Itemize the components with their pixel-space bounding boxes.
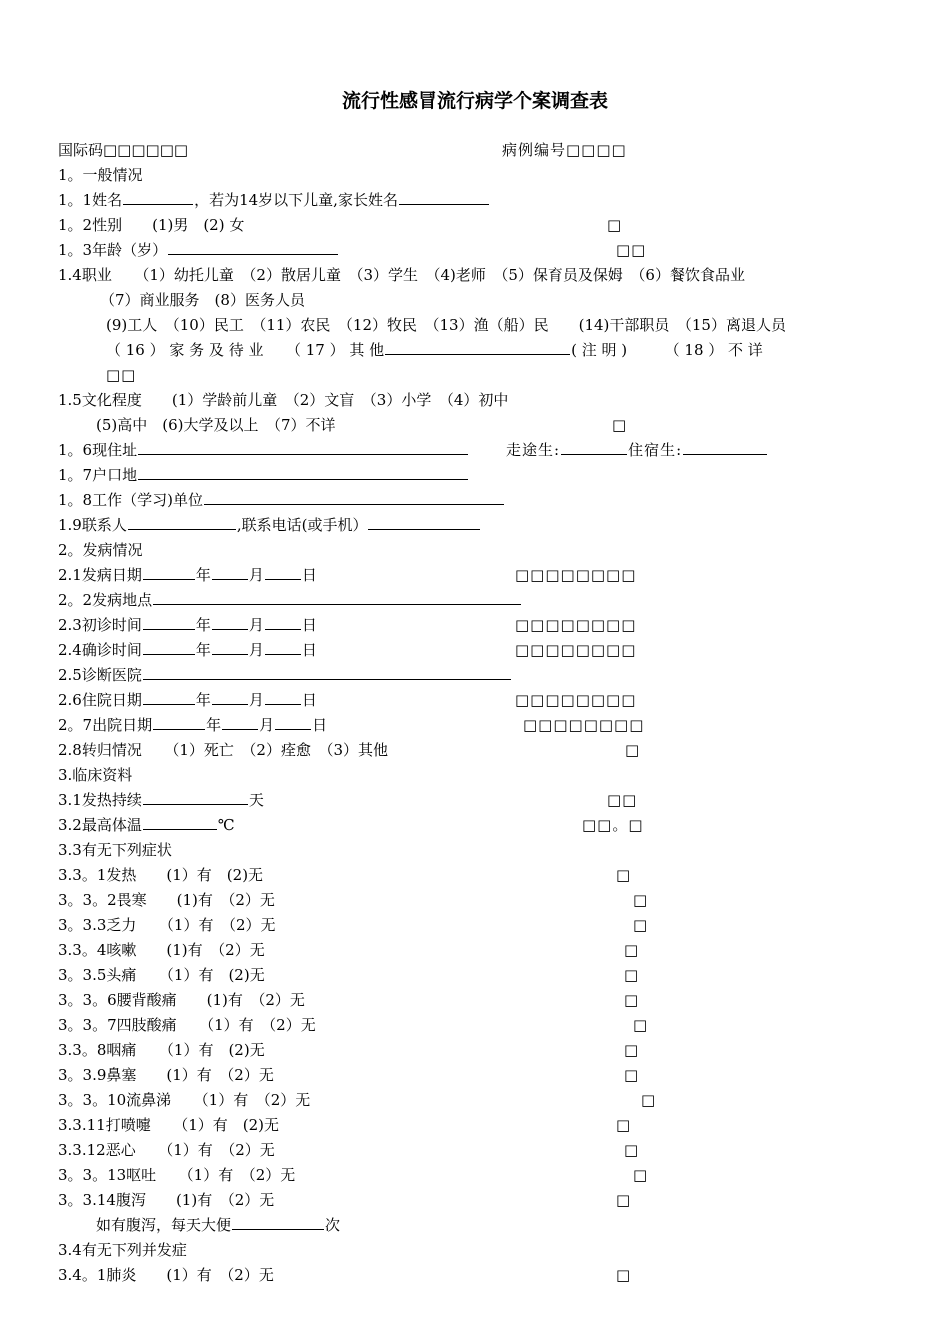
confirm-date-boxes[interactable]: □□□□□□□□	[515, 641, 637, 659]
symptom-sore-throat-checkbox[interactable]: □	[624, 1041, 640, 1059]
discharge-day-field[interactable]	[275, 715, 311, 730]
discharge-month-field[interactable]	[222, 715, 258, 730]
complications-heading: 3.4有无下列并发症	[58, 1241, 187, 1259]
symptoms-heading: 3.3有无下列症状	[58, 841, 172, 859]
hukou-row: 1。7户口地	[58, 465, 469, 485]
outcome-row: 2.8转归情况 （1）死亡 （2）痊愈 （3）其他	[58, 741, 388, 759]
hospital-field[interactable]	[143, 665, 511, 680]
symptom-vomiting-checkbox[interactable]: □	[633, 1166, 649, 1184]
intl-code: 国际码□□□□□□	[58, 141, 189, 159]
occupation-checkbox[interactable]: □□	[106, 366, 137, 384]
first-visit-row: 2.3初诊时间 年 月 日	[58, 616, 317, 634]
discharge-date-row: 2。7出院日期 年 月 日	[58, 716, 328, 734]
section-2-heading: 2。发病情况	[58, 541, 143, 559]
symptom-diarrhea-checkbox[interactable]: □	[616, 1191, 632, 1209]
education-row-2: (5)高中 (6)大学及以上 （7）不详	[96, 416, 336, 434]
occupation-row-4: （ 16 ） 家 务 及 待 业 （ 17 ） 其 他 ( 注 明 ) （ 18 ） 不 详	[106, 341, 763, 359]
symptom-fever-checkbox[interactable]: □	[616, 866, 632, 884]
symptom-nausea-checkbox[interactable]: □	[624, 1141, 640, 1159]
complication-pneumonia: 3.4。1肺炎 (1）有 （2）无	[58, 1266, 274, 1284]
first-visit-day-field[interactable]	[265, 615, 301, 630]
confirm-date-row: 2.4确诊时间 年 月 日	[58, 641, 317, 659]
symptom-runny-nose: 3。3。10流鼻涕 （1）有 （2）无	[58, 1091, 311, 1109]
education-row-1: 1.5文化程度 (1）学龄前儿童 （2）文盲 （3）小学 （4）初中	[58, 391, 509, 409]
admit-year-field[interactable]	[143, 690, 195, 705]
occupation-row-2: （7）商业服务 (8）医务人员	[100, 291, 305, 309]
symptom-limb-pain-checkbox[interactable]: □	[633, 1016, 649, 1034]
workplace-row: 1。8工作（学习)单位	[58, 490, 505, 510]
discharge-date-boxes[interactable]: □□□□□□□□	[523, 716, 645, 734]
onset-place-field[interactable]	[153, 590, 521, 605]
commuter-field[interactable]	[561, 440, 627, 455]
form-title: 流行性感冒流行病学个案调查表	[341, 90, 608, 112]
onset-place-row: 2。2发病地点	[58, 590, 522, 610]
boarder-field[interactable]	[683, 440, 767, 455]
first-visit-month-field[interactable]	[212, 615, 248, 630]
parent-name-field[interactable]	[399, 190, 489, 205]
symptom-cough-checkbox[interactable]: □	[624, 941, 640, 959]
symptom-vomiting: 3。3。13呕吐 （1）有 （2）无	[58, 1166, 296, 1184]
onset-month-field[interactable]	[212, 565, 248, 580]
age-row: 1。3年龄（岁）	[58, 240, 339, 260]
onset-day-field[interactable]	[265, 565, 301, 580]
symptom-fatigue: 3。3.3乏力 （1）有 （2）无	[58, 916, 276, 934]
admit-month-field[interactable]	[212, 690, 248, 705]
contact-name-field[interactable]	[128, 515, 236, 530]
outcome-checkbox[interactable]: □	[625, 741, 641, 759]
commuter-row: 走途生: 住宿生:	[506, 440, 768, 460]
symptom-chills: 3。3。2畏寒 (1)有 （2）无	[58, 891, 275, 909]
case-number: 病例编号□□□□	[502, 141, 627, 159]
confirm-year-field[interactable]	[143, 640, 195, 655]
hospital-row: 2.5诊断医院	[58, 665, 512, 685]
admit-date-boxes[interactable]: □□□□□□□□	[515, 691, 637, 709]
onset-date-row: 2.1发病日期 年 月 日	[58, 566, 317, 584]
occupation-row-1: 1.4职业 （1）幼托儿童 （2）散居儿童 （3）学生 （4)老师 （5）保育员及保姆 （6）餐饮食品业	[58, 266, 745, 284]
first-visit-boxes[interactable]: □□□□□□□□	[515, 616, 637, 634]
section-3-heading: 3.临床资料	[58, 766, 133, 784]
confirm-day-field[interactable]	[265, 640, 301, 655]
age-checkbox[interactable]: □□	[616, 241, 647, 259]
symptom-headache: 3。3.5头痛 （1）有 (2)无	[58, 966, 265, 984]
complication-pneumonia-checkbox[interactable]: □	[616, 1266, 632, 1284]
onset-date-boxes[interactable]: □□□□□□□□	[515, 566, 637, 584]
symptom-sneezing: 3.3.11打喷嚏 （1）有 (2)无	[58, 1116, 280, 1134]
symptom-fever: 3.3。1发热 (1）有 (2)无	[58, 866, 264, 884]
max-temp-field[interactable]	[143, 815, 217, 830]
contact-phone-field[interactable]	[368, 515, 480, 530]
symptom-back-pain: 3。3。6腰背酸痛 (1)有 （2）无	[58, 991, 305, 1009]
occupation-row-3: (9)工人 （10）民工 （11）农民 （12）牧民 （13）渔（船）民 (14)干部职员 （15）离退人员	[106, 316, 786, 334]
name-row: 1。1姓名 ，若为14岁以下儿童,家长姓名	[58, 190, 490, 210]
admit-day-field[interactable]	[265, 690, 301, 705]
sex-checkbox[interactable]: □	[607, 216, 623, 234]
symptom-fatigue-checkbox[interactable]: □	[633, 916, 649, 934]
symptom-chills-checkbox[interactable]: □	[633, 891, 649, 909]
admit-date-row: 2.6住院日期 年 月 日	[58, 691, 317, 709]
symptom-nasal-congestion-checkbox[interactable]: □	[624, 1066, 640, 1084]
fever-duration-boxes[interactable]: □□	[607, 791, 638, 809]
symptom-nasal-congestion: 3。3.9鼻塞 (1）有 （2）无	[58, 1066, 274, 1084]
max-temp-boxes[interactable]: □□。□	[582, 816, 644, 834]
address-row: 1。6现住址	[58, 440, 469, 460]
age-field[interactable]	[168, 240, 338, 255]
onset-year-field[interactable]	[143, 565, 195, 580]
occupation-other-field[interactable]	[385, 340, 570, 355]
fever-duration-field[interactable]	[143, 790, 248, 805]
max-temp-row: 3.2最高体温 ℃	[58, 816, 235, 834]
diarrhea-frequency-row: 如有腹泻，每天大便 次	[96, 1216, 341, 1234]
symptom-headache-checkbox[interactable]: □	[624, 966, 640, 984]
symptom-cough: 3.3。4咳嗽 (1)有 （2）无	[58, 941, 265, 959]
diarrhea-frequency-field[interactable]	[232, 1215, 324, 1230]
symptom-nausea: 3.3.12恶心 （1）有 （2）无	[58, 1141, 275, 1159]
symptom-runny-nose-checkbox[interactable]: □	[641, 1091, 657, 1109]
section-1-heading: 1。一般情况	[58, 166, 143, 184]
confirm-month-field[interactable]	[212, 640, 248, 655]
symptom-sore-throat: 3.3。8咽痛 （1）有 (2)无	[58, 1041, 265, 1059]
symptom-diarrhea: 3。3.14腹泻 (1)有 （2）无	[58, 1191, 275, 1209]
sex-row: 1。2性别 (1)男 (2) 女	[58, 216, 245, 234]
symptom-sneezing-checkbox[interactable]: □	[616, 1116, 632, 1134]
first-visit-year-field[interactable]	[143, 615, 195, 630]
fever-duration-row: 3.1发热持续 天	[58, 791, 264, 809]
discharge-year-field[interactable]	[153, 715, 205, 730]
workplace-field[interactable]	[204, 490, 504, 505]
address-field[interactable]	[138, 440, 468, 455]
contact-row: 1.9联系人 ,联系电话(或手机）	[58, 515, 481, 535]
education-checkbox[interactable]: □	[612, 416, 628, 434]
symptom-limb-pain: 3。3。7四肢酸痛 （1）有 （2）无	[58, 1016, 316, 1034]
hukou-field[interactable]	[138, 465, 468, 480]
name-field[interactable]	[123, 190, 193, 205]
symptom-back-pain-checkbox[interactable]: □	[624, 991, 640, 1009]
